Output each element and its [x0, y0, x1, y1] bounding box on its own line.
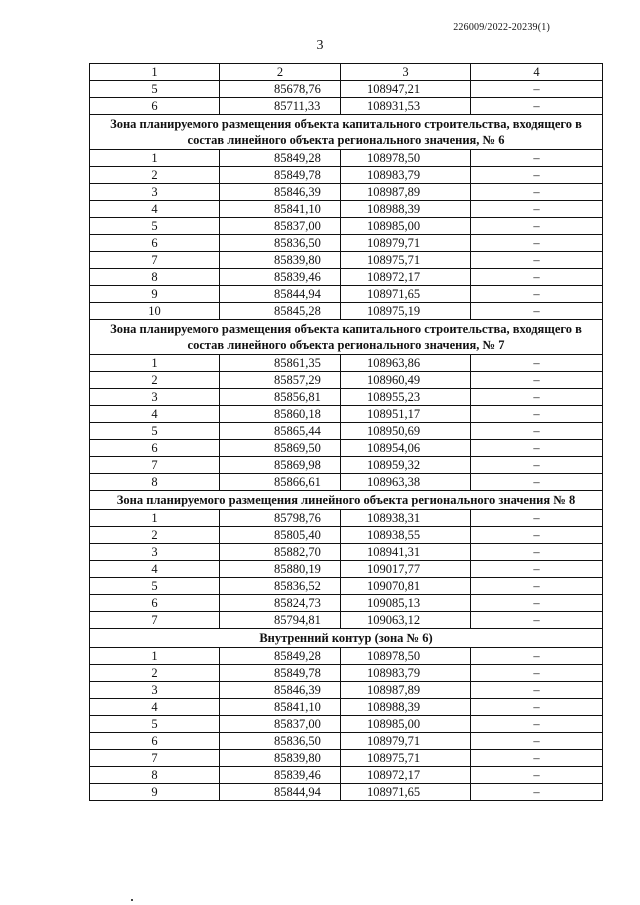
note-cell: – [471, 235, 603, 252]
y-coordinate-cell: 109063,12 [341, 612, 471, 629]
y-coordinate-cell: 108938,55 [341, 527, 471, 544]
note-cell: – [471, 716, 603, 733]
note-cell: – [471, 474, 603, 491]
point-number-cell: 6 [90, 733, 220, 750]
y-coordinate-cell: 108978,50 [341, 648, 471, 665]
note-cell: – [471, 767, 603, 784]
point-number-cell: 2 [90, 372, 220, 389]
y-coordinate-cell: 108975,71 [341, 252, 471, 269]
x-coordinate-cell: 85711,33 [220, 98, 341, 115]
point-number-cell: 4 [90, 201, 220, 218]
table-row [90, 561, 603, 578]
section-title: Внутренний контур (зона № 6) [90, 629, 603, 648]
table-row [90, 201, 603, 218]
y-coordinate-cell: 108950,69 [341, 423, 471, 440]
x-coordinate-cell: 85849,28 [220, 648, 341, 665]
x-coordinate-cell: 85866,61 [220, 474, 341, 491]
point-number-cell: 7 [90, 457, 220, 474]
note-cell: – [471, 355, 603, 372]
table-row [90, 286, 603, 303]
point-number-cell: 4 [90, 561, 220, 578]
header-cell-x: 2 [220, 64, 341, 81]
point-number-cell: 5 [90, 218, 220, 235]
point-number-cell: 7 [90, 750, 220, 767]
header-cell-note: 4 [471, 64, 603, 81]
x-coordinate-cell: 85857,29 [220, 372, 341, 389]
note-cell: – [471, 595, 603, 612]
point-number-cell: 1 [90, 648, 220, 665]
note-cell: – [471, 372, 603, 389]
note-cell: – [471, 510, 603, 527]
y-coordinate-cell: 108951,17 [341, 406, 471, 423]
x-coordinate-cell: 85869,98 [220, 457, 341, 474]
note-cell: – [471, 423, 603, 440]
y-coordinate-cell: 108959,32 [341, 457, 471, 474]
x-coordinate-cell: 85869,50 [220, 440, 341, 457]
x-coordinate-cell: 85678,76 [220, 81, 341, 98]
point-number-cell: 5 [90, 423, 220, 440]
note-cell: – [471, 201, 603, 218]
x-coordinate-cell: 85836,50 [220, 733, 341, 750]
x-coordinate-cell: 85844,94 [220, 784, 341, 801]
table-row [90, 767, 603, 784]
table-row [90, 303, 603, 320]
table-row [90, 750, 603, 767]
point-number-cell: 6 [90, 440, 220, 457]
x-coordinate-cell: 85846,39 [220, 184, 341, 201]
x-coordinate-cell: 85861,35 [220, 355, 341, 372]
x-coordinate-cell: 85839,46 [220, 767, 341, 784]
point-number-cell: 9 [90, 784, 220, 801]
x-coordinate-cell: 85860,18 [220, 406, 341, 423]
note-cell: – [471, 218, 603, 235]
y-coordinate-cell: 108971,65 [341, 784, 471, 801]
note-cell: – [471, 544, 603, 561]
note-cell: – [471, 440, 603, 457]
section-title-row [90, 629, 603, 648]
section-title: Зона планируемого размещения линейного объекта регионального значения № 8 [90, 491, 603, 510]
table-row [90, 665, 603, 682]
y-coordinate-cell: 108975,71 [341, 750, 471, 767]
table-row [90, 699, 603, 716]
y-coordinate-cell: 108987,89 [341, 184, 471, 201]
table-row [90, 784, 603, 801]
note-cell: – [471, 457, 603, 474]
table-row [90, 269, 603, 286]
table-row [90, 423, 603, 440]
point-number-cell: 1 [90, 355, 220, 372]
table-row [90, 218, 603, 235]
point-number-cell: 7 [90, 612, 220, 629]
point-number-cell: 6 [90, 595, 220, 612]
section-title-row [90, 320, 603, 355]
note-cell: – [471, 733, 603, 750]
point-number-cell: 3 [90, 682, 220, 699]
x-coordinate-cell: 85824,73 [220, 595, 341, 612]
x-coordinate-cell: 85836,50 [220, 235, 341, 252]
point-number-cell: 4 [90, 406, 220, 423]
page-number: 3 [316, 38, 324, 53]
x-coordinate-cell: 85849,78 [220, 167, 341, 184]
table-row [90, 474, 603, 491]
x-coordinate-cell: 85841,10 [220, 201, 341, 218]
note-cell: – [471, 527, 603, 544]
section-title-row [90, 491, 603, 510]
point-number-cell: 5 [90, 716, 220, 733]
header-cell-y: 3 [341, 64, 471, 81]
table-row [90, 252, 603, 269]
point-number-cell: 5 [90, 578, 220, 595]
y-coordinate-cell: 108988,39 [341, 699, 471, 716]
table-row [90, 510, 603, 527]
y-coordinate-cell: 108941,31 [341, 544, 471, 561]
point-number-cell: 2 [90, 665, 220, 682]
y-coordinate-cell: 108938,31 [341, 510, 471, 527]
y-coordinate-cell: 108971,65 [341, 286, 471, 303]
y-coordinate-cell: 109070,81 [341, 578, 471, 595]
note-cell: – [471, 286, 603, 303]
note-cell: – [471, 578, 603, 595]
x-coordinate-cell: 85844,94 [220, 286, 341, 303]
y-coordinate-cell: 108960,49 [341, 372, 471, 389]
table-row [90, 733, 603, 750]
y-coordinate-cell: 108985,00 [341, 218, 471, 235]
x-coordinate-cell: 85846,39 [220, 682, 341, 699]
y-coordinate-cell: 108972,17 [341, 269, 471, 286]
y-coordinate-cell: 108978,50 [341, 150, 471, 167]
point-number-cell: 4 [90, 699, 220, 716]
x-coordinate-cell: 85805,40 [220, 527, 341, 544]
note-cell: – [471, 150, 603, 167]
coordinates-table [89, 63, 603, 801]
note-cell: – [471, 648, 603, 665]
table-row [90, 389, 603, 406]
y-coordinate-cell: 108985,00 [341, 716, 471, 733]
point-number-cell: 2 [90, 167, 220, 184]
y-coordinate-cell: 108975,19 [341, 303, 471, 320]
x-coordinate-cell: 85837,00 [220, 716, 341, 733]
note-cell: – [471, 167, 603, 184]
point-number-cell: 8 [90, 767, 220, 784]
point-number-cell: 1 [90, 510, 220, 527]
note-cell: – [471, 389, 603, 406]
section-title: Зона планируемого размещения объекта капитального строительства, входящего в состав линейного объекта регионального значения, № 6 [90, 115, 603, 150]
note-cell: – [471, 665, 603, 682]
x-coordinate-cell: 85880,19 [220, 561, 341, 578]
x-coordinate-cell: 85798,76 [220, 510, 341, 527]
table-row [90, 612, 603, 629]
note-cell: – [471, 612, 603, 629]
y-coordinate-cell: 108963,38 [341, 474, 471, 491]
x-coordinate-cell: 85882,70 [220, 544, 341, 561]
document-registration-number: 226009/2022-20239(1) [453, 22, 550, 33]
x-coordinate-cell: 85845,28 [220, 303, 341, 320]
x-coordinate-cell: 85836,52 [220, 578, 341, 595]
note-cell: – [471, 750, 603, 767]
note-cell: – [471, 699, 603, 716]
table-row [90, 98, 603, 115]
y-coordinate-cell: 108983,79 [341, 665, 471, 682]
note-cell: – [471, 682, 603, 699]
point-number-cell: 10 [90, 303, 220, 320]
note-cell: – [471, 252, 603, 269]
table-row [90, 682, 603, 699]
note-cell: – [471, 98, 603, 115]
y-coordinate-cell: 109017,77 [341, 561, 471, 578]
point-number-cell: 6 [90, 98, 220, 115]
scan-artifact-dot [131, 899, 133, 901]
point-number-cell: 3 [90, 389, 220, 406]
y-coordinate-cell: 108931,53 [341, 98, 471, 115]
x-coordinate-cell: 85856,81 [220, 389, 341, 406]
table-row [90, 648, 603, 665]
y-coordinate-cell: 108988,39 [341, 201, 471, 218]
x-coordinate-cell: 85849,78 [220, 665, 341, 682]
y-coordinate-cell: 108979,71 [341, 733, 471, 750]
point-number-cell: 8 [90, 474, 220, 491]
note-cell: – [471, 269, 603, 286]
point-number-cell: 9 [90, 286, 220, 303]
table-row [90, 578, 603, 595]
x-coordinate-cell: 85839,46 [220, 269, 341, 286]
point-number-cell: 6 [90, 235, 220, 252]
point-number-cell: 5 [90, 81, 220, 98]
table-row [90, 527, 603, 544]
table-row [90, 457, 603, 474]
table-row [90, 355, 603, 372]
x-coordinate-cell: 85839,80 [220, 750, 341, 767]
point-number-cell: 3 [90, 544, 220, 561]
point-number-cell: 8 [90, 269, 220, 286]
table-header-row [90, 64, 603, 81]
y-coordinate-cell: 108972,17 [341, 767, 471, 784]
table-row [90, 440, 603, 457]
x-coordinate-cell: 85865,44 [220, 423, 341, 440]
x-coordinate-cell: 85837,00 [220, 218, 341, 235]
point-number-cell: 1 [90, 150, 220, 167]
point-number-cell: 2 [90, 527, 220, 544]
point-number-cell: 3 [90, 184, 220, 201]
y-coordinate-cell: 108963,86 [341, 355, 471, 372]
table-row [90, 235, 603, 252]
x-coordinate-cell: 85849,28 [220, 150, 341, 167]
note-cell: – [471, 184, 603, 201]
table-row [90, 372, 603, 389]
table-row [90, 595, 603, 612]
x-coordinate-cell: 85841,10 [220, 699, 341, 716]
point-number-cell: 7 [90, 252, 220, 269]
table-row [90, 544, 603, 561]
y-coordinate-cell: 108983,79 [341, 167, 471, 184]
table-row [90, 406, 603, 423]
y-coordinate-cell: 108979,71 [341, 235, 471, 252]
y-coordinate-cell: 108954,06 [341, 440, 471, 457]
table-row [90, 167, 603, 184]
y-coordinate-cell: 108987,89 [341, 682, 471, 699]
section-title-row [90, 115, 603, 150]
y-coordinate-cell: 109085,13 [341, 595, 471, 612]
x-coordinate-cell: 85794,81 [220, 612, 341, 629]
table-row [90, 81, 603, 98]
coordinates-table-body [90, 64, 603, 801]
note-cell: – [471, 561, 603, 578]
table-row [90, 716, 603, 733]
note-cell: – [471, 784, 603, 801]
note-cell: – [471, 406, 603, 423]
note-cell: – [471, 303, 603, 320]
y-coordinate-cell: 108947,21 [341, 81, 471, 98]
table-row [90, 184, 603, 201]
section-title: Зона планируемого размещения объекта капитального строительства, входящего в состав линейного объекта регионального значения, № 7 [90, 320, 603, 355]
y-coordinate-cell: 108955,23 [341, 389, 471, 406]
table-row [90, 150, 603, 167]
x-coordinate-cell: 85839,80 [220, 252, 341, 269]
header-cell-point-number: 1 [90, 64, 220, 81]
note-cell: – [471, 81, 603, 98]
